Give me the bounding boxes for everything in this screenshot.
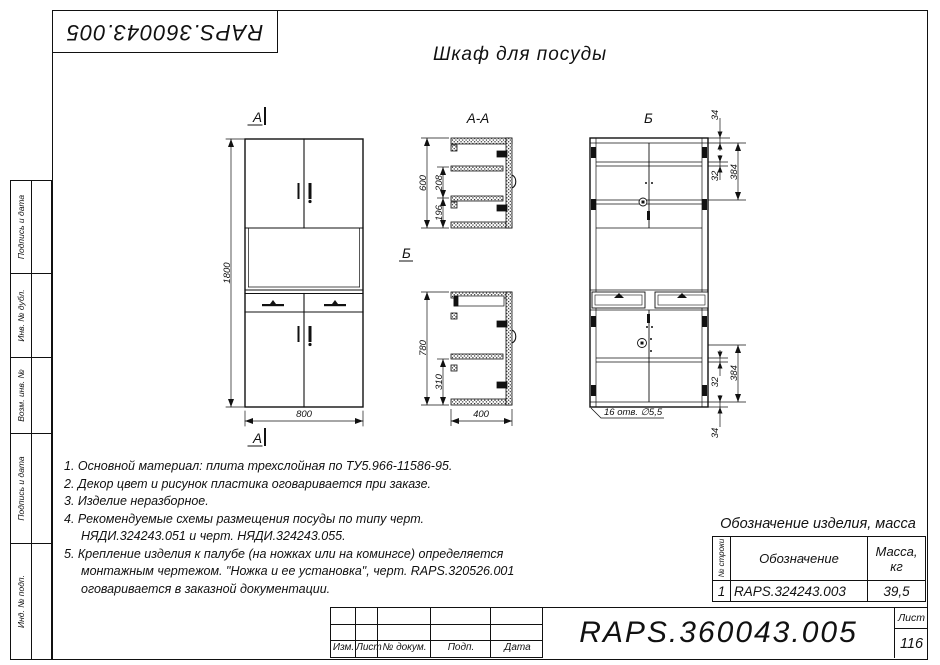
sidebar-box-sign-date-2 <box>10 433 52 544</box>
divider <box>31 434 32 543</box>
section-mark-a-bottom: А <box>253 431 263 446</box>
dim-front-height <box>222 139 244 407</box>
holes-leader <box>591 407 664 418</box>
label-izm: Изм. <box>332 642 355 653</box>
divider <box>31 181 32 273</box>
svg-text:384: 384 <box>729 164 740 180</box>
lock-bottom-square <box>641 342 644 345</box>
views-canvas <box>200 95 760 455</box>
section-aa-view <box>399 111 516 426</box>
sheet-number: 116 <box>899 635 924 652</box>
spec-table <box>712 536 926 602</box>
svg-text:196: 196 <box>434 205 445 221</box>
view-b <box>590 110 746 439</box>
svg-text:34: 34 <box>710 109 721 121</box>
spec-col-mass: Масса, кг <box>875 543 918 574</box>
spec-table-header <box>713 537 925 581</box>
note-2: 2. Декор цвет и рисунок пластика оговаривается при заказе. <box>64 476 432 491</box>
note-4: 4. Рекомендуемые схемы размещения посуды по типу черт. НЯДИ.324243.051 и черт. НЯДИ.324243.055. <box>64 511 425 543</box>
sidebar-box-inv-dubl <box>10 273 52 358</box>
svg-text:780: 780 <box>418 340 429 356</box>
sidebar-box-vzam-inv <box>10 357 52 434</box>
view-b-dims <box>708 110 746 439</box>
sidebar-box-inv-podl <box>10 543 52 660</box>
drawing-title: Шкаф для посуды <box>432 44 608 65</box>
title-block-designation: RAPS.360043.005 <box>543 607 895 658</box>
sheet-label: Лист <box>895 608 928 629</box>
spec-row-mass: 39,5 <box>883 583 910 599</box>
svg-text:600: 600 <box>418 175 429 191</box>
spec-row-designation: RAPS.324243.003 <box>731 581 868 601</box>
svg-text:34: 34 <box>710 427 721 439</box>
note-5: 5. Крепление изделия к палубе (на ножках или на комингсе) определяется монтажным чертежом. "Ножка и ее установка", черт. RAPS.320526.001 оговаривается в заказной документации. <box>64 546 515 596</box>
sidebar-box-sign-date-1 <box>10 180 52 274</box>
sidebar-label: Возм. инв. № <box>16 369 26 422</box>
dim-front-width <box>245 409 363 426</box>
section-top-cabinet <box>451 138 516 228</box>
view-b-title: Б <box>644 111 653 126</box>
top-rotated-stamp <box>52 10 278 53</box>
label-dokum: № докум. <box>382 642 427 653</box>
spec-table-title: Обозначение изделия, масса <box>720 516 916 532</box>
svg-text:1800: 1800 <box>222 262 233 284</box>
view-b-mark: Б <box>402 246 411 261</box>
spec-col-rownum: № строки <box>717 538 726 578</box>
svg-text:384: 384 <box>729 365 740 381</box>
lock-top-square <box>642 201 645 204</box>
svg-text:32: 32 <box>710 170 721 182</box>
label-list: Лист <box>356 642 382 653</box>
divider <box>31 358 32 433</box>
svg-text:310: 310 <box>434 374 445 390</box>
sidebar-label: Инв. № дубл. <box>16 289 26 342</box>
row-line-1 <box>331 624 542 625</box>
title-block-grid <box>330 607 543 658</box>
holes-note: 16 отв. ∅5,5 <box>604 407 663 418</box>
label-podp: Подп. <box>447 642 475 653</box>
spec-table-row <box>713 581 925 601</box>
sidebar-label: Подпись и дата <box>16 456 26 521</box>
note-1: 1. Основной материал: плита трехслойная по ТУ5.966-11586-95. <box>64 459 453 473</box>
spec-row-num: 1 <box>713 581 731 601</box>
top-stamp-designation: RAPS.360043.005 <box>66 19 264 45</box>
spec-col-designation: Обозначение <box>731 537 868 580</box>
divider <box>31 274 32 357</box>
front-view <box>222 108 363 446</box>
note-3: 3. Изделие неразборное. <box>64 494 209 508</box>
sidebar-label: Подпись и дата <box>16 194 26 260</box>
sidebar-label: Инд. № подп. <box>16 575 26 628</box>
title-block-sheet <box>895 607 928 658</box>
technical-notes <box>64 458 524 598</box>
dim-section-top <box>418 138 449 228</box>
svg-text:208: 208 <box>434 175 445 191</box>
svg-text:400: 400 <box>473 409 489 420</box>
section-aa-title: А-А <box>466 111 490 126</box>
svg-text:32: 32 <box>710 376 721 388</box>
svg-text:800: 800 <box>296 409 312 420</box>
label-data: Дата <box>504 642 531 653</box>
section-mark-a-top: А <box>253 110 263 125</box>
divider <box>31 544 32 659</box>
section-bottom-cabinet <box>451 292 516 405</box>
